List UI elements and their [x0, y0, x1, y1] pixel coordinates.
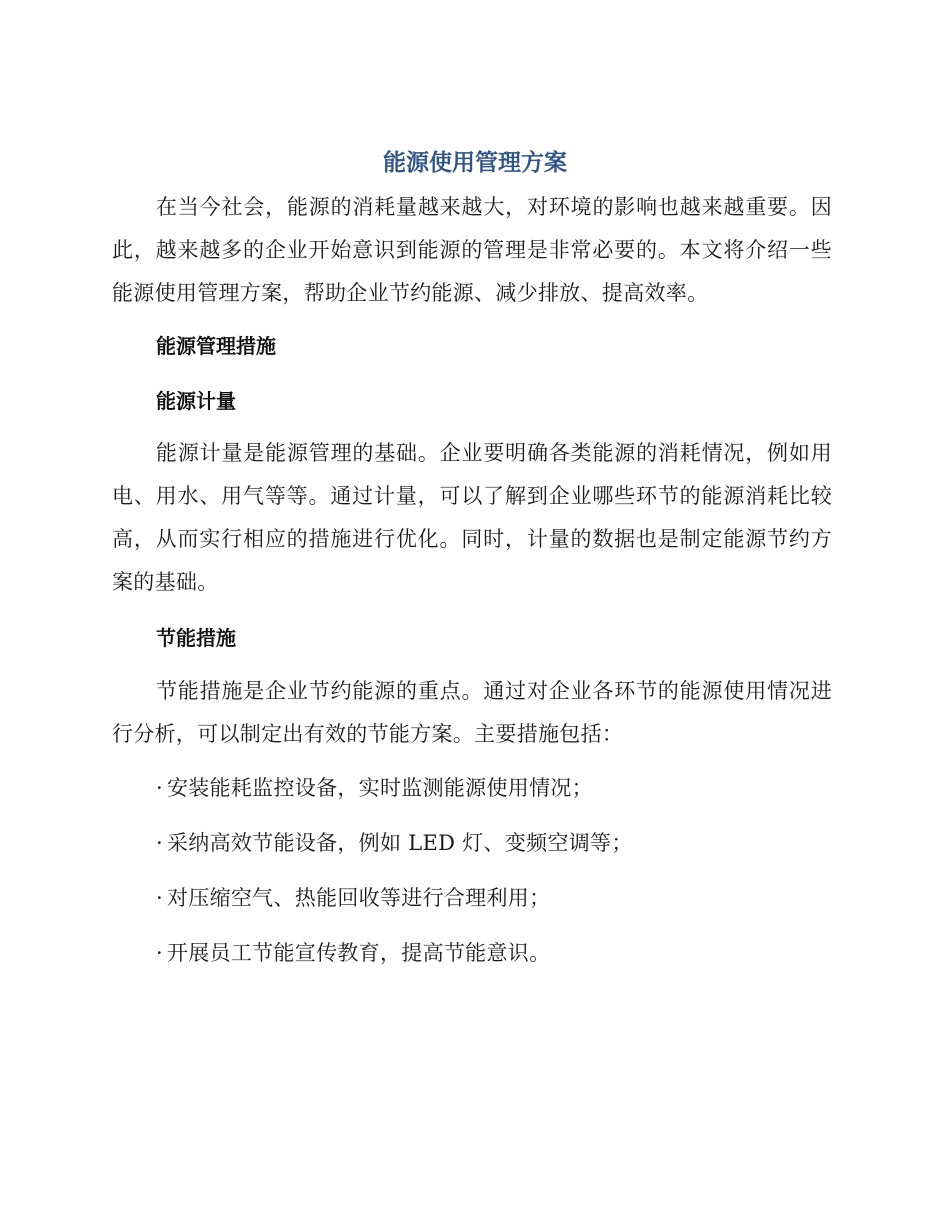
bullet-dot: ·	[156, 886, 163, 910]
subsection-heading-saving: 节能措施	[156, 626, 236, 650]
bullet-item	[156, 883, 550, 913]
bullet-item	[156, 828, 633, 858]
bullet-dot: ·	[156, 831, 163, 855]
bullet-item	[156, 938, 550, 968]
subsection-heading-metering: 能源计量	[156, 389, 236, 413]
metering-paragraph: 能源计量是能源管理的基础。企业要明确各类能源的消耗情况，例如用电、用水、用气等等。通过计量，可以了解到企业哪些环节的能源消耗比较高，从而实行相应的措施进行优化。同时，计量的数据也是制定能源节约方案的基础。	[112, 441, 832, 594]
bullet-item	[156, 773, 593, 803]
section-heading: 能源管理措施	[156, 334, 276, 358]
saving-paragraph: 节能措施是企业节约能源的重点。通过对企业各环节的能源使用情况进行分析，可以制定出有效的节能方案。主要措施包括：	[112, 679, 832, 746]
bullet-text: 安装能耗监控设备，实时监测能源使用情况；	[166, 776, 593, 800]
bullet-text: 开展员工节能宣传教育，提高节能意识。	[166, 941, 551, 965]
bullet-text: 采纳高效节能设备，例如 LED 灯、变频空调等；	[166, 831, 633, 855]
document-title: 能源使用管理方案	[383, 150, 567, 176]
bullet-dot: ·	[156, 776, 163, 800]
bullet-dot: ·	[156, 941, 163, 965]
intro-paragraph: 在当今社会，能源的消耗量越来越大，对环境的影响也越来越重要。因此，越来越多的企业开始意识到能源的管理是非常必要的。本文将介绍一些能源使用管理方案，帮助企业节约能源、减少排放、提高效率。	[112, 195, 832, 305]
bullet-text: 对压缩空气、热能回收等进行合理利用；	[166, 886, 551, 910]
